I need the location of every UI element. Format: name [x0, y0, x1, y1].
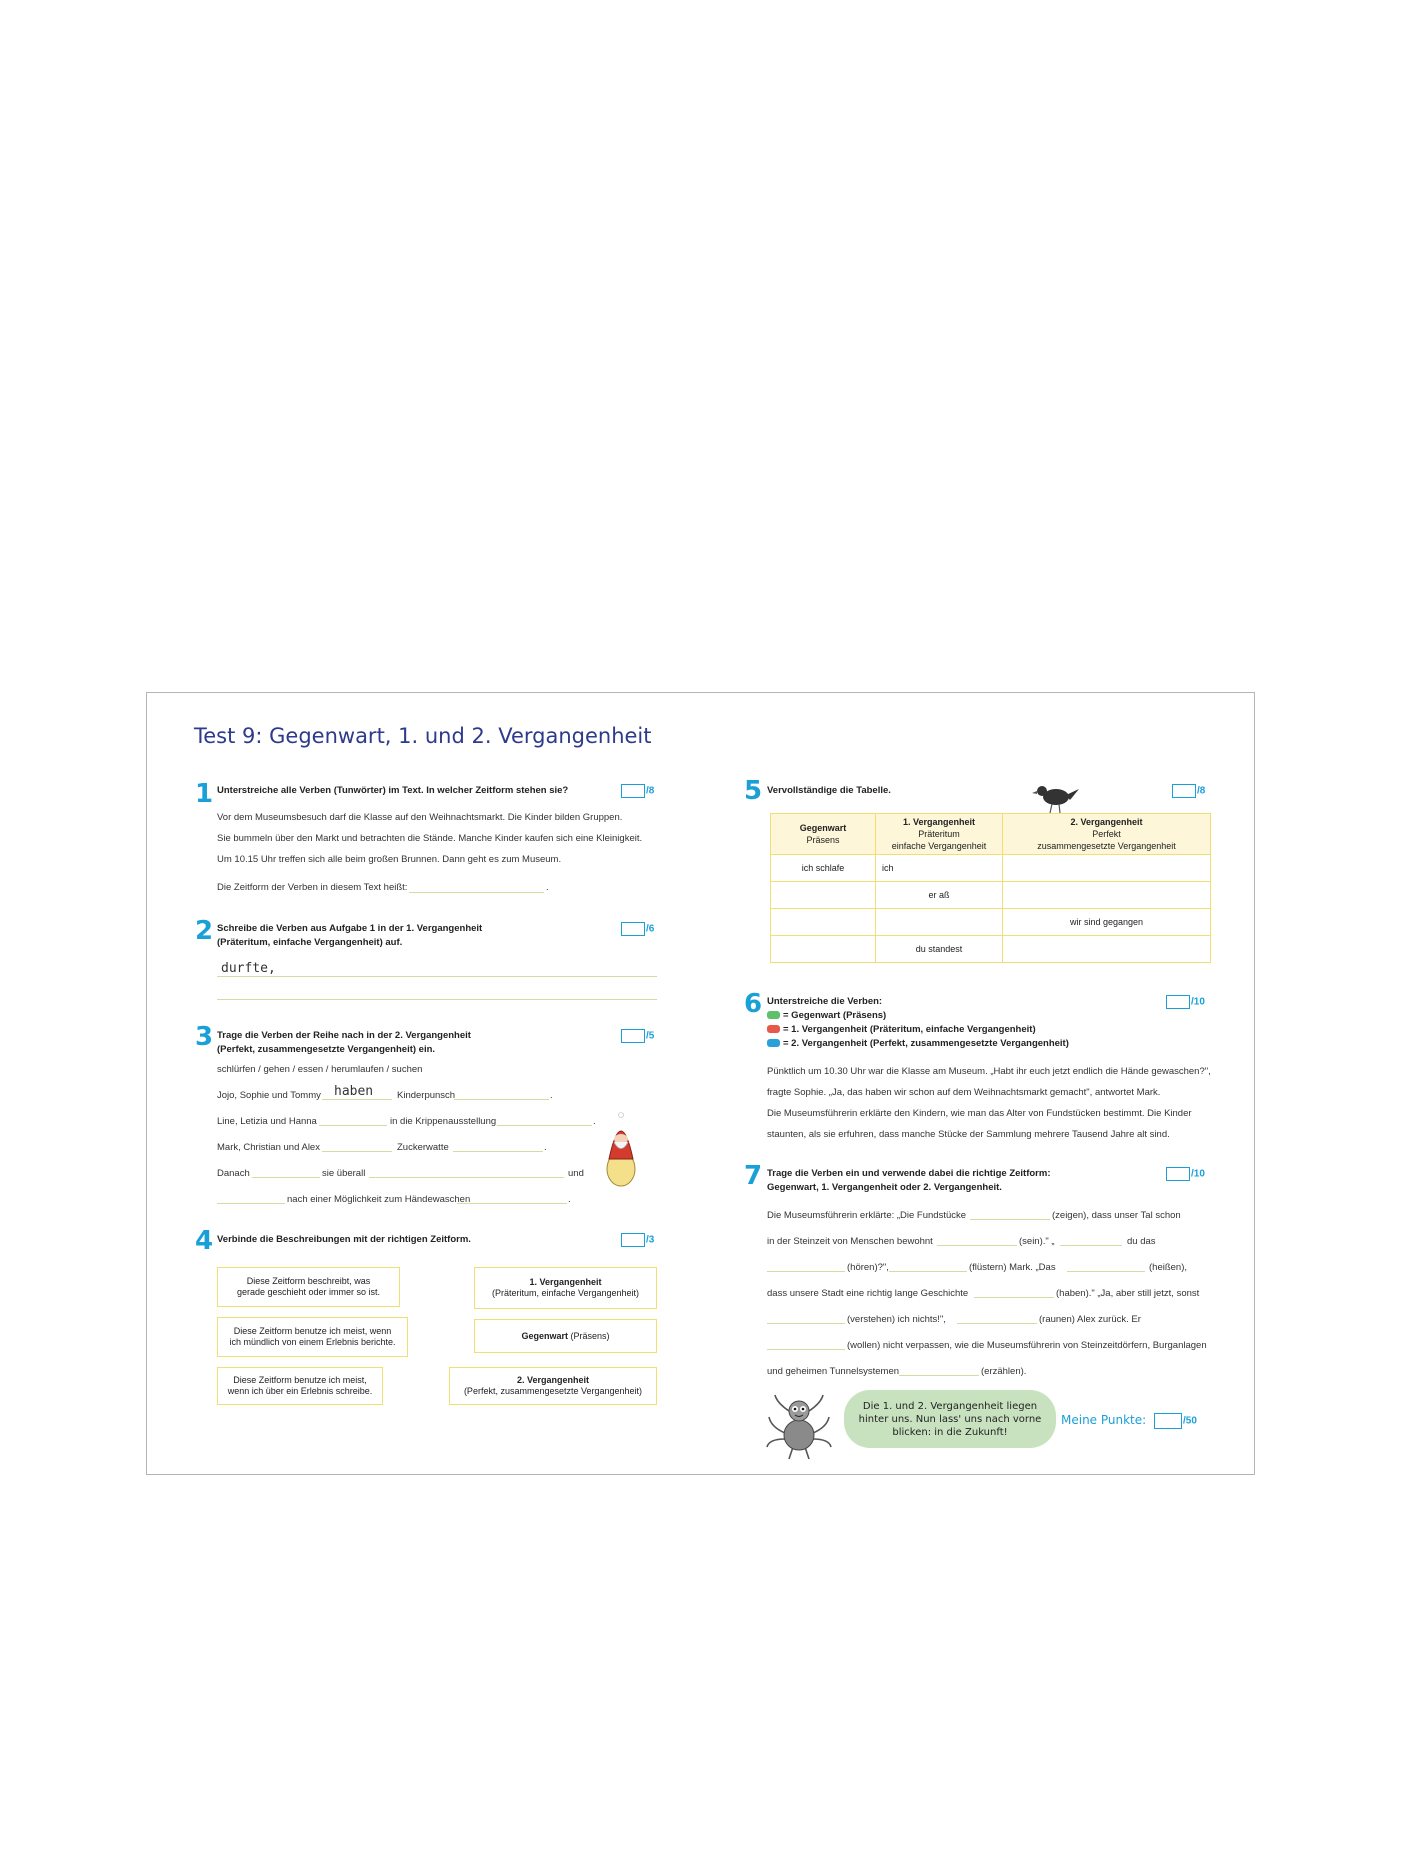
points-box[interactable]	[1166, 1167, 1190, 1181]
points-box[interactable]	[1166, 995, 1190, 1009]
answer-line[interactable]	[889, 1271, 967, 1272]
table-cell[interactable]	[1003, 855, 1211, 882]
raven-illustration	[1032, 779, 1080, 815]
task6-text-line: fragte Sophie. „Ja, das haben wir schon auf dem Weihnachtsmarkt gemacht", antwortet Mark.	[767, 1087, 1161, 1098]
task5-points[interactable]: /8	[1172, 784, 1205, 798]
answer-line[interactable]	[457, 1203, 567, 1204]
answer-line[interactable]	[970, 1219, 1050, 1220]
task6-text-line: Die Museumsführerin erklärte den Kindern, wie man das Alter von Fundstücken bestimmt. Die Kinder	[767, 1108, 1192, 1119]
task7-points[interactable]: /10	[1166, 1167, 1205, 1181]
task1-instruction: Unterstreiche alle Verben (Tunwörter) im Text. In welcher Zeitform stehen sie?	[217, 785, 569, 796]
table-row	[771, 909, 1211, 936]
legend-item: = Gegenwart (Präsens)	[767, 1009, 886, 1023]
points-box[interactable]	[1154, 1413, 1182, 1429]
tense-table	[770, 813, 1211, 963]
table-cell[interactable]	[771, 882, 876, 909]
task4-instruction: Verbinde die Beschreibungen mit der richtigen Zeitform.	[217, 1234, 471, 1245]
tense-box[interactable]: 1. Vergangenheit (Präteritum, einfache Vergangenheit)	[474, 1267, 657, 1309]
answer-line[interactable]	[409, 892, 544, 893]
handwritten-answer: haben	[334, 1084, 374, 1099]
task3-points[interactable]: /5	[621, 1029, 654, 1043]
answer-line[interactable]	[899, 1375, 979, 1376]
task3-instruction: Trage die Verben der Reihe nach in der 2. Vergangenheit	[217, 1030, 471, 1041]
answer-line[interactable]	[957, 1323, 1037, 1324]
task2-instruction: Schreibe die Verben aus Aufgabe 1 in der 1. Vergangenheit	[217, 923, 483, 934]
handwritten-answer: durfte,	[221, 961, 276, 976]
table-row	[771, 882, 1211, 909]
points-box[interactable]	[621, 784, 645, 798]
answer-line[interactable]	[252, 1177, 320, 1178]
answer-line[interactable]	[454, 1099, 549, 1100]
santa-figure-illustration	[603, 1109, 639, 1187]
description-box[interactable]: Diese Zeitform beschreibt, was gerade geschieht oder immer so ist.	[217, 1267, 400, 1307]
answer-line[interactable]	[319, 1125, 387, 1126]
answer-line[interactable]	[974, 1297, 1054, 1298]
task2-points[interactable]: /6	[621, 922, 654, 936]
table-cell[interactable]: du standest	[876, 936, 1003, 963]
task-number-7: 7	[744, 1161, 763, 1191]
points-box[interactable]	[621, 1029, 645, 1043]
points-box[interactable]	[621, 1233, 645, 1247]
task6-points[interactable]: /10	[1166, 995, 1205, 1009]
points-box[interactable]	[621, 922, 645, 936]
task6-text-line: Pünktlich um 10.30 Uhr war die Klasse am Museum. „Habt ihr euch jetzt endlich die Hände gewaschen?",	[767, 1066, 1211, 1077]
task2-instruction: (Präteritum, einfache Vergangenheit) auf.	[217, 937, 403, 948]
task5-instruction: Vervollständige die Tabelle.	[767, 785, 891, 796]
task-number-4: 4	[195, 1226, 214, 1256]
table-cell[interactable]	[1003, 936, 1211, 963]
answer-line[interactable]	[217, 1203, 285, 1204]
tense-box[interactable]: 2. Vergangenheit (Perfekt, zusammengesetzte Vergangenheit)	[449, 1367, 657, 1405]
table-row	[771, 855, 1211, 882]
task6-text-line: staunten, als sie erfuhren, dass manche Stücke der Sammlung mehrere Tausend Jahre alt sind.	[767, 1129, 1170, 1140]
answer-line[interactable]	[369, 1177, 564, 1178]
table-header-cell: 2. Vergangenheit Perfekt zusammengesetzte Vergangenheit	[1003, 814, 1211, 855]
answer-line[interactable]	[767, 1323, 845, 1324]
task1-points[interactable]: /8	[621, 784, 654, 798]
answer-line[interactable]	[453, 1151, 543, 1152]
legend-item: = 2. Vergangenheit (Perfekt, zusammengesetzte Vergangenheit)	[767, 1037, 1069, 1051]
green-pen-icon	[767, 1011, 780, 1019]
score-label: Meine Punkte:	[1061, 1413, 1147, 1427]
table-cell[interactable]: wir sind gegangen	[1003, 909, 1211, 936]
task1-text-line: Um 10.15 Uhr treffen sich alle beim großen Brunnen. Dann geht es zum Museum.	[217, 854, 562, 865]
task7-instruction: Gegenwart, 1. Vergangenheit oder 2. Vergangenheit.	[767, 1182, 1002, 1193]
red-pen-icon	[767, 1025, 780, 1033]
answer-line[interactable]	[497, 1125, 592, 1126]
table-header-cell: Gegenwart Präsens	[771, 814, 876, 855]
task-number-1: 1	[195, 779, 214, 809]
task-number-3: 3	[195, 1022, 214, 1052]
speech-bubble: Die 1. und 2. Vergangenheit liegen hinter uns. Nun lass' uns nach vorne blicken: in die Zukunft!	[844, 1390, 1056, 1448]
task-number-2: 2	[195, 916, 214, 946]
task1-text-line: Vor dem Museumsbesuch darf die Klasse auf den Weihnachtsmarkt. Die Kinder bilden Gruppen.	[217, 812, 623, 823]
task-number-5: 5	[744, 776, 763, 806]
answer-line[interactable]	[1060, 1245, 1122, 1246]
page-title: Test 9: Gegenwart, 1. und 2. Vergangenheit	[194, 724, 652, 748]
tense-box[interactable]: Gegenwart (Präsens)	[474, 1319, 657, 1353]
task1-answer-prompt: Die Zeitform der Verben in diesem Text heißt:	[217, 882, 408, 893]
points-box[interactable]	[1172, 784, 1196, 798]
table-cell[interactable]: er aß	[876, 882, 1003, 909]
table-cell[interactable]	[1003, 882, 1211, 909]
blue-pen-icon	[767, 1039, 780, 1047]
answer-line[interactable]	[937, 1245, 1017, 1246]
table-header-cell: 1. Vergangenheit Präteritum einfache Vergangenheit	[876, 814, 1003, 855]
answer-line[interactable]	[217, 999, 657, 1000]
table-cell[interactable]	[771, 936, 876, 963]
table-row	[771, 936, 1211, 963]
answer-line[interactable]	[322, 1151, 392, 1152]
table-cell[interactable]	[771, 909, 876, 936]
description-box[interactable]: Diese Zeitform benutze ich meist, wenn ich über ein Erlebnis schreibe.	[217, 1367, 383, 1405]
description-box[interactable]: Diese Zeitform benutze ich meist, wenn ich mündlich von einem Erlebnis berichte.	[217, 1317, 408, 1357]
answer-line[interactable]	[322, 1099, 392, 1100]
task7-instruction: Trage die Verben ein und verwende dabei die richtige Zeitform:	[767, 1168, 1051, 1179]
answer-line[interactable]	[767, 1349, 845, 1350]
task1-text-line: Sie bummeln über den Markt und betrachten die Stände. Manche Kinder kaufen sich eine Kleinigkeit.	[217, 833, 643, 844]
legend-item: = 1. Vergangenheit (Präteritum, einfache Vergangenheit)	[767, 1023, 1036, 1037]
table-cell[interactable]: ich	[876, 855, 1003, 882]
table-cell[interactable]	[876, 909, 1003, 936]
task-number-6: 6	[744, 989, 763, 1019]
answer-line[interactable]	[217, 976, 657, 977]
task3-instruction: (Perfekt, zusammengesetzte Vergangenheit) ein.	[217, 1044, 436, 1055]
verb-list: schlürfen / gehen / essen / herumlaufen / suchen	[217, 1064, 423, 1075]
table-cell[interactable]: ich schlafe	[771, 855, 876, 882]
spider-mascot-illustration	[763, 1389, 837, 1461]
worksheet: Test 9: Gegenwart, 1. und 2. Vergangenheit 1 Unterstreiche alle Verben (Tunwörter) im Text. In welcher Zeitform stehen sie? /8 Vor dem Museumsbesuch darf die Klasse auf den Weihnachtsmarkt. Die Kinder bilden Gruppen. Sie bummeln über den Markt und betrachten die Stände. Manche Kinder kaufen sich eine Kleinigkeit. Um 10.15 Uhr treffen sich alle beim großen Brunnen. Dann geht es zum Museum. Die Zeitform der Verben in diesem Text heißt: . 2 Schreibe die Verben aus Aufgabe 1 in der 1. Vergangenheit (Präteritum, einfache Vergangenheit) auf. /6 durfte, 3 Trage die Verben der Reihe nach in der 2. Vergangenheit (Perfekt, zusammengesetzte Vergangenheit) ein. /5 schlürfen / gehen / essen / herumlaufen / suchen Jojo, Sophie und Tommy haben Kinderpunsch . Line, Letizia und Hanna in die Krippenausstellung . Mark, Christian und Alex Zuckerwatte . Danach sie überall und nach einer Möglichkeit zum Händewaschen . 4 Verbinde die Beschreibungen mit der richtigen Zeitform. /3 Diese Zeitform beschreibt, was gerade geschieht oder immer so ist. Diese Zeitform benutze ich meist, wenn ich mündlich von einem Erlebnis berichte. Diese Zeitform benutze ich meist, wenn ich über ein Erlebnis schreibe. 1. Vergangenheit (Präteritum, einfache Vergangenheit) Gegenwart (Präsens) 2. Vergangenheit (Perfekt, zusammengesetzte Vergangenheit) 5 Vervollständige die Tabelle. /8 Gegenwart Präsens 1. Vergangenheit Präteritum einfache Vergangenheit 2. Vergangenheit Perfekt zusammengesetzte Vergangenheit ich schlafe ich er aß wir sind gegangen du standest 6 Unterstreiche die Verben: /10 = Gegenwart (Präsens) = 1. Vergangenheit (Präteritum, einfache Vergangenheit) = 2. Vergangenheit (Perfekt, zusammengesetzte Vergangenheit) Pünktlich um 10.30 Uhr war die Klasse am Museum. „Habt ihr euch jetzt endlich die Hände gewaschen?", fragte Sophie. „Ja, das haben wir schon auf dem Weihnachtsmarkt gemacht", antwortet Mark. Die Museumsführerin erklärte den Kindern, wie man das Alter von Fundstücken bestimmt. Die Kinder staunten, als sie erfuhren, dass manche Stücke der Sammlung mehrere Tausend Jahre alt sind. 7 Trage die Verben ein und verwende dabei die richtige Zeitform: Gegenwart, 1. Vergangenheit oder 2. Vergangenheit. /10 Die Museumsführerin erklärte: „Die Fundstücke (zeigen), dass unser Tal schon in der Steinzeit von Menschen bewohnt (sein)." „ du das (hören)?", (flüstern) Mark. „Das (heißen), dass unsere Stadt eine richtig lange Geschichte (haben)." „Ja, aber still jetzt, sonst (verstehen) ich nichts!", (raunen) Alex zurück. Er (wollen) nicht verpassen, wie die Museumsführerin von Steinzeitdörfern, Burganlagen und geheimen Tunnelsystemen (erzählen). Die 1. und 2. Vergangenheit liegen hinter uns. Nun lass' uns nach vorne blicken: in die Zukunft! Meine Punkte: /50	[146, 692, 1255, 1475]
task6-instruction: Unterstreiche die Verben:	[767, 996, 883, 1007]
task4-points[interactable]: /3	[621, 1233, 654, 1247]
answer-line[interactable]	[1067, 1271, 1145, 1272]
table-header-row	[771, 814, 1211, 855]
answer-line[interactable]	[767, 1271, 845, 1272]
total-score[interactable]: /50	[1154, 1413, 1197, 1429]
